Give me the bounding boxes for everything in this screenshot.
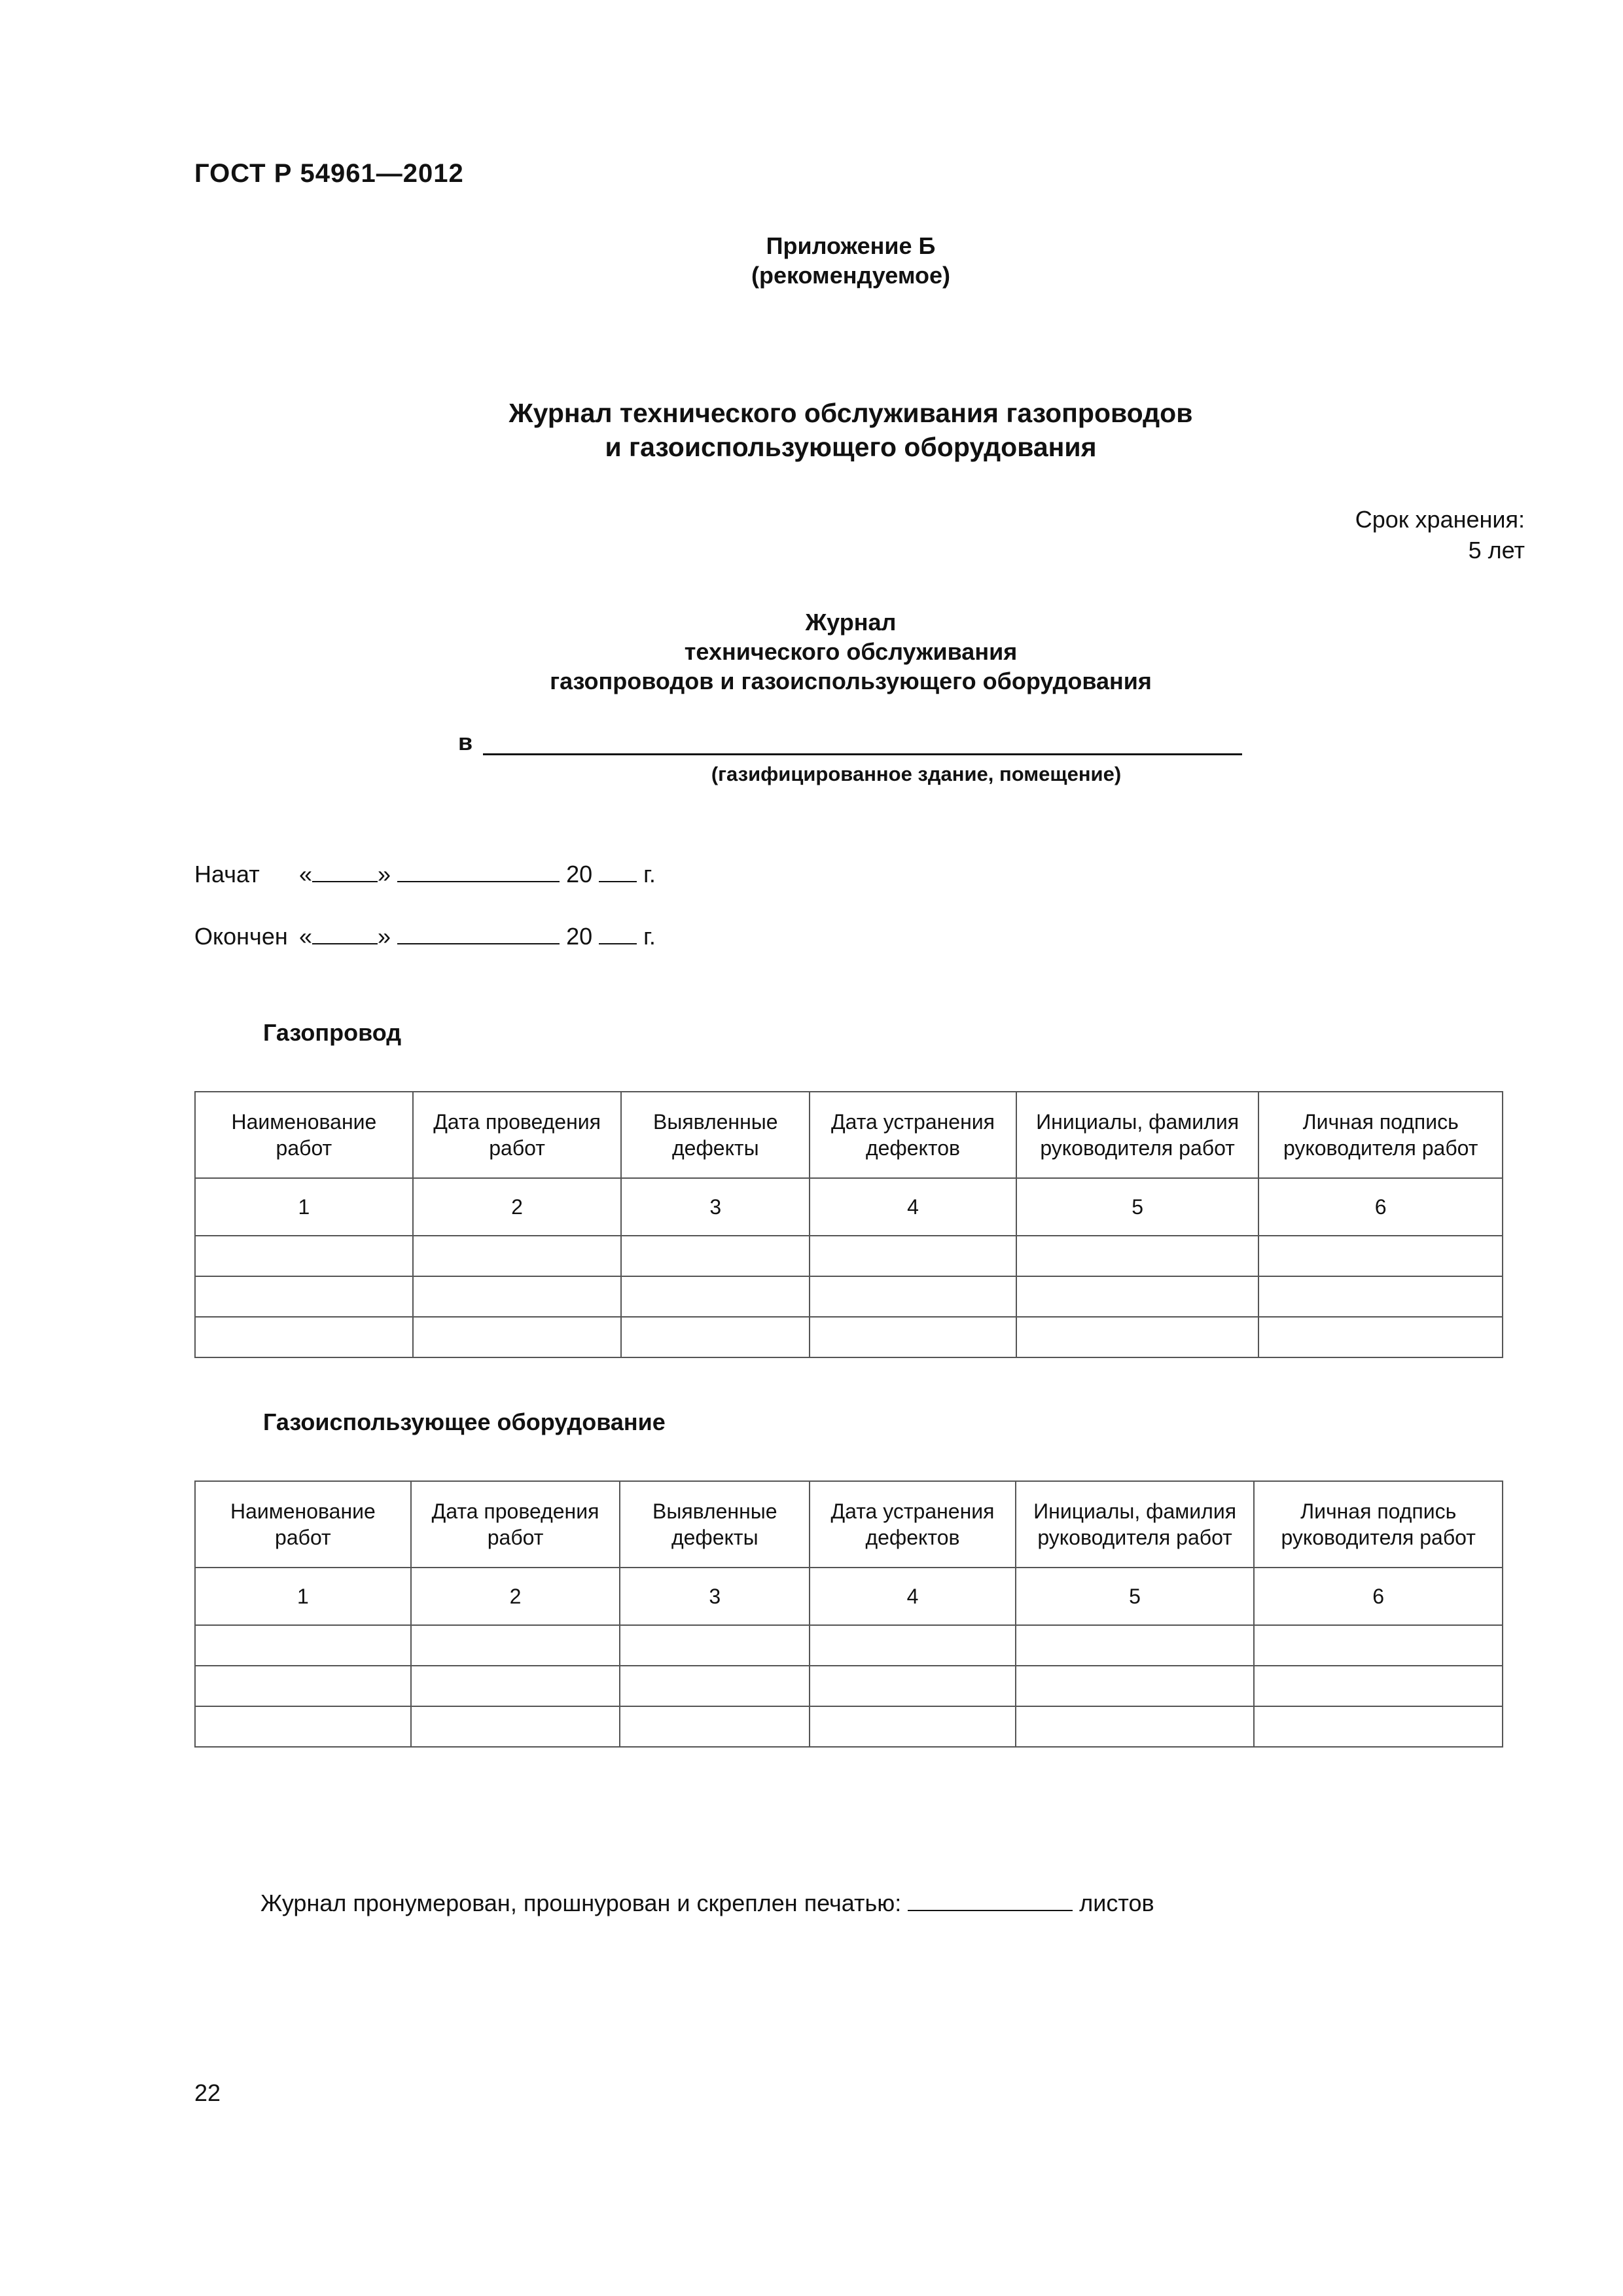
place-prefix: в	[458, 728, 473, 755]
table-cell[interactable]	[620, 1706, 810, 1747]
sheet-count-blank[interactable]	[908, 1890, 1073, 1911]
start-year-suffix: г.	[643, 861, 656, 888]
footer-certification	[260, 1890, 1154, 1917]
section-title-gas-pipeline: Газопровод	[263, 1019, 402, 1046]
column-number: 3	[620, 1568, 810, 1625]
column-number: 4	[810, 1568, 1016, 1625]
table-cell[interactable]	[621, 1236, 810, 1276]
table-header-row	[195, 1092, 1503, 1178]
finish-month-blank[interactable]	[397, 924, 560, 944]
table-cell[interactable]	[620, 1666, 810, 1706]
table-cell[interactable]	[1016, 1625, 1255, 1666]
place-blank-line[interactable]	[483, 753, 1242, 755]
table-cell[interactable]	[195, 1276, 413, 1317]
start-close-quote: »	[378, 861, 391, 888]
column-header: Личная подпись руководителя работ	[1258, 1092, 1503, 1178]
table-cell[interactable]	[195, 1317, 413, 1357]
finish-date-row	[194, 923, 656, 950]
column-header: Дата устранения дефектов	[810, 1092, 1016, 1178]
start-month-blank[interactable]	[397, 861, 560, 882]
table-cell[interactable]	[1254, 1625, 1503, 1666]
table-cell[interactable]	[620, 1625, 810, 1666]
table-cell[interactable]	[1258, 1236, 1503, 1276]
table-cell[interactable]	[195, 1236, 413, 1276]
footer-note-text: Журнал пронумерован, прошнурован и скреплен печатью:	[260, 1890, 902, 1916]
table-cell[interactable]	[810, 1625, 1016, 1666]
gas-pipeline-table	[194, 1091, 1503, 1358]
column-number: 5	[1016, 1178, 1259, 1236]
journal-title-line2: технического обслуживания	[684, 638, 1018, 665]
column-header: Личная подпись руководителя работ	[1254, 1481, 1503, 1568]
table-row	[195, 1236, 1503, 1276]
finish-date-label: Окончен	[194, 923, 288, 950]
start-century: 20	[566, 861, 593, 888]
table-cell[interactable]	[1016, 1666, 1255, 1706]
column-header: Инициалы, фамилия руководителя работ	[1016, 1092, 1259, 1178]
column-number-row	[195, 1178, 1503, 1236]
place-caption: (газифицированное здание, помещение)	[711, 762, 1122, 785]
table-cell[interactable]	[195, 1666, 411, 1706]
table-cell[interactable]	[411, 1666, 620, 1706]
journal-title-line3: газопроводов и газоиспользующего оборудования	[550, 668, 1152, 694]
table-cell[interactable]	[621, 1317, 810, 1357]
storage-period-value: 5 лет	[1468, 537, 1525, 564]
start-year-blank[interactable]	[599, 861, 637, 882]
column-header: Наименование работ	[195, 1481, 411, 1568]
table-cell[interactable]	[810, 1317, 1016, 1357]
storage-period-label: Срок хранения:	[1355, 506, 1525, 533]
table-header-row	[195, 1481, 1503, 1568]
table-cell[interactable]	[411, 1706, 620, 1747]
finish-year-blank[interactable]	[599, 924, 637, 944]
table-cell[interactable]	[810, 1276, 1016, 1317]
section-title-gas-equipment: Газоиспользующее оборудование	[263, 1408, 666, 1435]
column-header: Выявленные дефекты	[621, 1092, 810, 1178]
table-cell[interactable]	[413, 1276, 622, 1317]
column-number: 5	[1016, 1568, 1255, 1625]
table-cell[interactable]	[1016, 1706, 1255, 1747]
column-number: 4	[810, 1178, 1016, 1236]
column-header: Дата проведения работ	[411, 1481, 620, 1568]
journal-title-line1: Журнал	[805, 609, 897, 636]
table-cell[interactable]	[1016, 1236, 1259, 1276]
column-header: Дата проведения работ	[413, 1092, 622, 1178]
table-cell[interactable]	[1254, 1706, 1503, 1747]
column-number: 3	[621, 1178, 810, 1236]
table-cell[interactable]	[810, 1666, 1016, 1706]
column-header: Выявленные дефекты	[620, 1481, 810, 1568]
table-cell[interactable]	[810, 1236, 1016, 1276]
table-cell[interactable]	[1258, 1317, 1503, 1357]
gas-equipment-table	[194, 1480, 1503, 1748]
table-cell[interactable]	[1254, 1666, 1503, 1706]
standard-number: ГОСТ Р 54961—2012	[194, 159, 464, 188]
column-number-row	[195, 1568, 1503, 1625]
table-cell[interactable]	[411, 1625, 620, 1666]
column-header: Дата устранения дефектов	[810, 1481, 1016, 1568]
table-cell[interactable]	[1258, 1276, 1503, 1317]
column-header: Наименование работ	[195, 1092, 413, 1178]
start-date-label: Начат	[194, 861, 260, 888]
start-open-quote: «	[299, 861, 313, 888]
table-cell[interactable]	[1016, 1317, 1259, 1357]
finish-century: 20	[566, 923, 593, 950]
table-cell[interactable]	[195, 1625, 411, 1666]
start-day-blank[interactable]	[312, 861, 378, 882]
table-cell[interactable]	[621, 1276, 810, 1317]
column-number: 2	[411, 1568, 620, 1625]
table-cell[interactable]	[413, 1317, 622, 1357]
table-row	[195, 1666, 1503, 1706]
finish-close-quote: »	[378, 923, 391, 950]
table-cell[interactable]	[413, 1236, 622, 1276]
appendix-title: Приложение Б	[766, 232, 936, 259]
table-row	[195, 1276, 1503, 1317]
finish-day-blank[interactable]	[312, 924, 378, 944]
table-cell[interactable]	[810, 1706, 1016, 1747]
footer-note-suffix: листов	[1079, 1890, 1154, 1916]
appendix-subtitle: (рекомендуемое)	[751, 262, 950, 289]
page-number: 22	[194, 2079, 221, 2106]
table-cell[interactable]	[195, 1706, 411, 1747]
finish-year-suffix: г.	[643, 923, 656, 950]
finish-open-quote: «	[299, 923, 313, 950]
table-row	[195, 1317, 1503, 1357]
column-header: Инициалы, фамилия руководителя работ	[1016, 1481, 1255, 1568]
table-row	[195, 1706, 1503, 1747]
column-number: 6	[1254, 1568, 1503, 1625]
document-title-line1: Журнал технического обслуживания газопроводов	[508, 398, 1193, 428]
start-date-row	[194, 861, 656, 888]
table-cell[interactable]	[1016, 1276, 1259, 1317]
column-number: 2	[413, 1178, 622, 1236]
column-number: 6	[1258, 1178, 1503, 1236]
table-row	[195, 1625, 1503, 1666]
column-number: 1	[195, 1178, 413, 1236]
column-number: 1	[195, 1568, 411, 1625]
document-title-line2: и газоиспользующего оборудования	[605, 432, 1097, 462]
